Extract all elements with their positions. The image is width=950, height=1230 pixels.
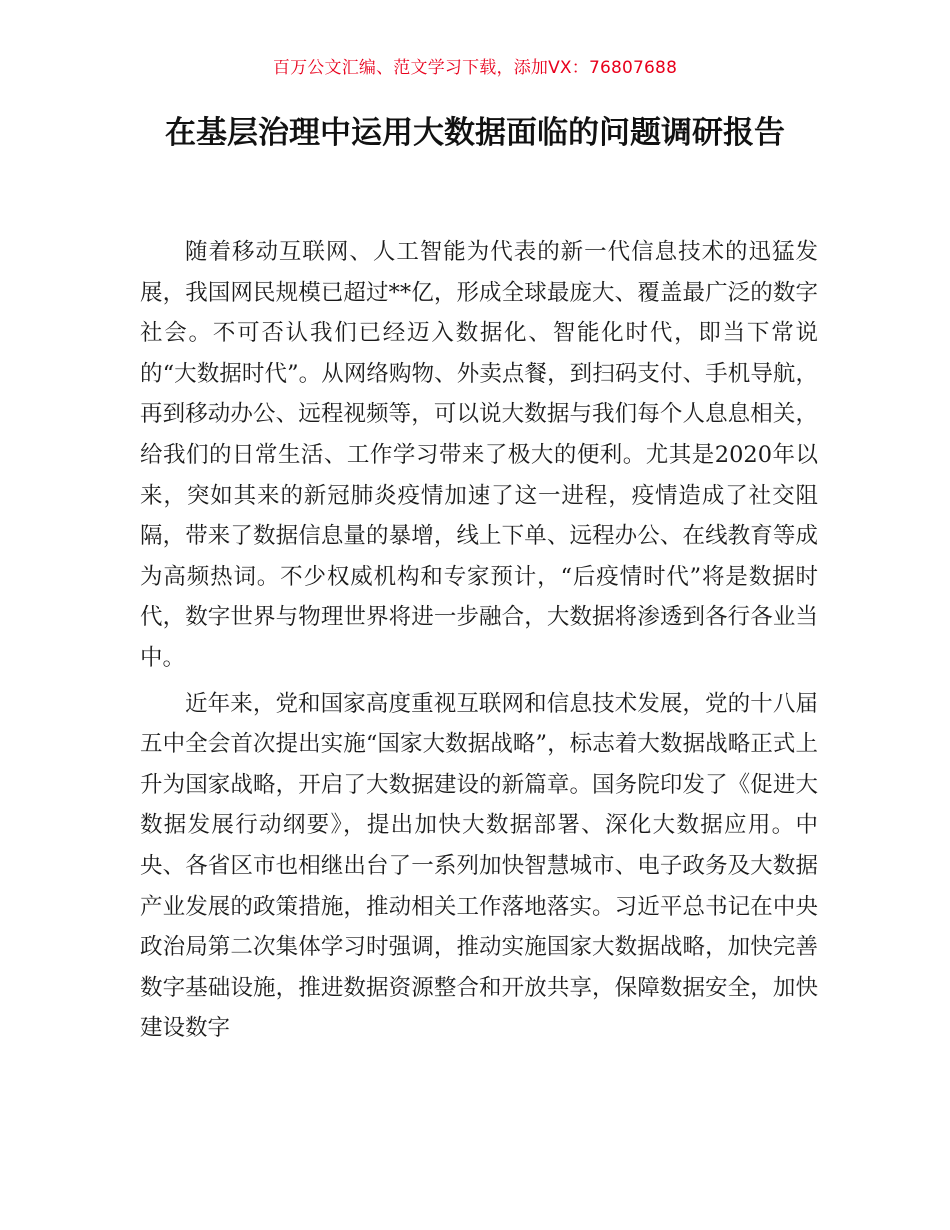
- document-body: [140, 232, 818, 1054]
- paragraph: 近年来，党和国家高度重视互联网和信息技术发展，党的十八届五中全会首次提出实施“国家大数据战略”，标志着大数据战略正式上升为国家战略，开启了大数据建设的新篇章。国务院印发了《促进大数据发展行动纲要》，提出加快大数据部署、深化大数据应用。中央、各省区市也相继出台了一系列加快智慧城市、电子政务及大数据产业发展的政策措施，推动相关工作落地落实。习近平总书记在中央政治局第二次集体学习时强调，推动实施国家大数据战略，加快完善数字基础设施，推进数据资源整合和开放共享，保障数据安全，加快建设数字: [140, 690, 818, 1042]
- watermark-header: 百万公文汇编、范文学习下载，添加VX：76807688: [272, 58, 678, 78]
- document-title: 在基层治理中运用大数据面临的问题调研报告: [165, 115, 785, 151]
- paragraph: 随着移动互联网、人工智能为代表的新一代信息技术的迅猛发展，我国网民规模已超过**亿，形成全球最庞大、覆盖最广泛的数字社会。不可否认我们已经迈入数据化、智能化时代，即当下常说的“大数据时代”。从网络购物、外卖点餐，到扫码支付、手机导航，再到移动办公、远程视频等，可以说大数据与我们每个人息息相关，给我们的日常生活、工作学习带来了极大的便利。尤其是2020年以来，突如其来的新冠肺炎疫情加速了这一进程，疫情造成了社交阻隔，带来了数据信息量的暴增，线上下单、远程办公、在线教育等成为高频热词。不少权威机构和专家预计，“后疫情时代”将是数据时代，数字世界与物理世界将进一步融合，大数据将渗透到各行各业当中。: [140, 239, 818, 671]
